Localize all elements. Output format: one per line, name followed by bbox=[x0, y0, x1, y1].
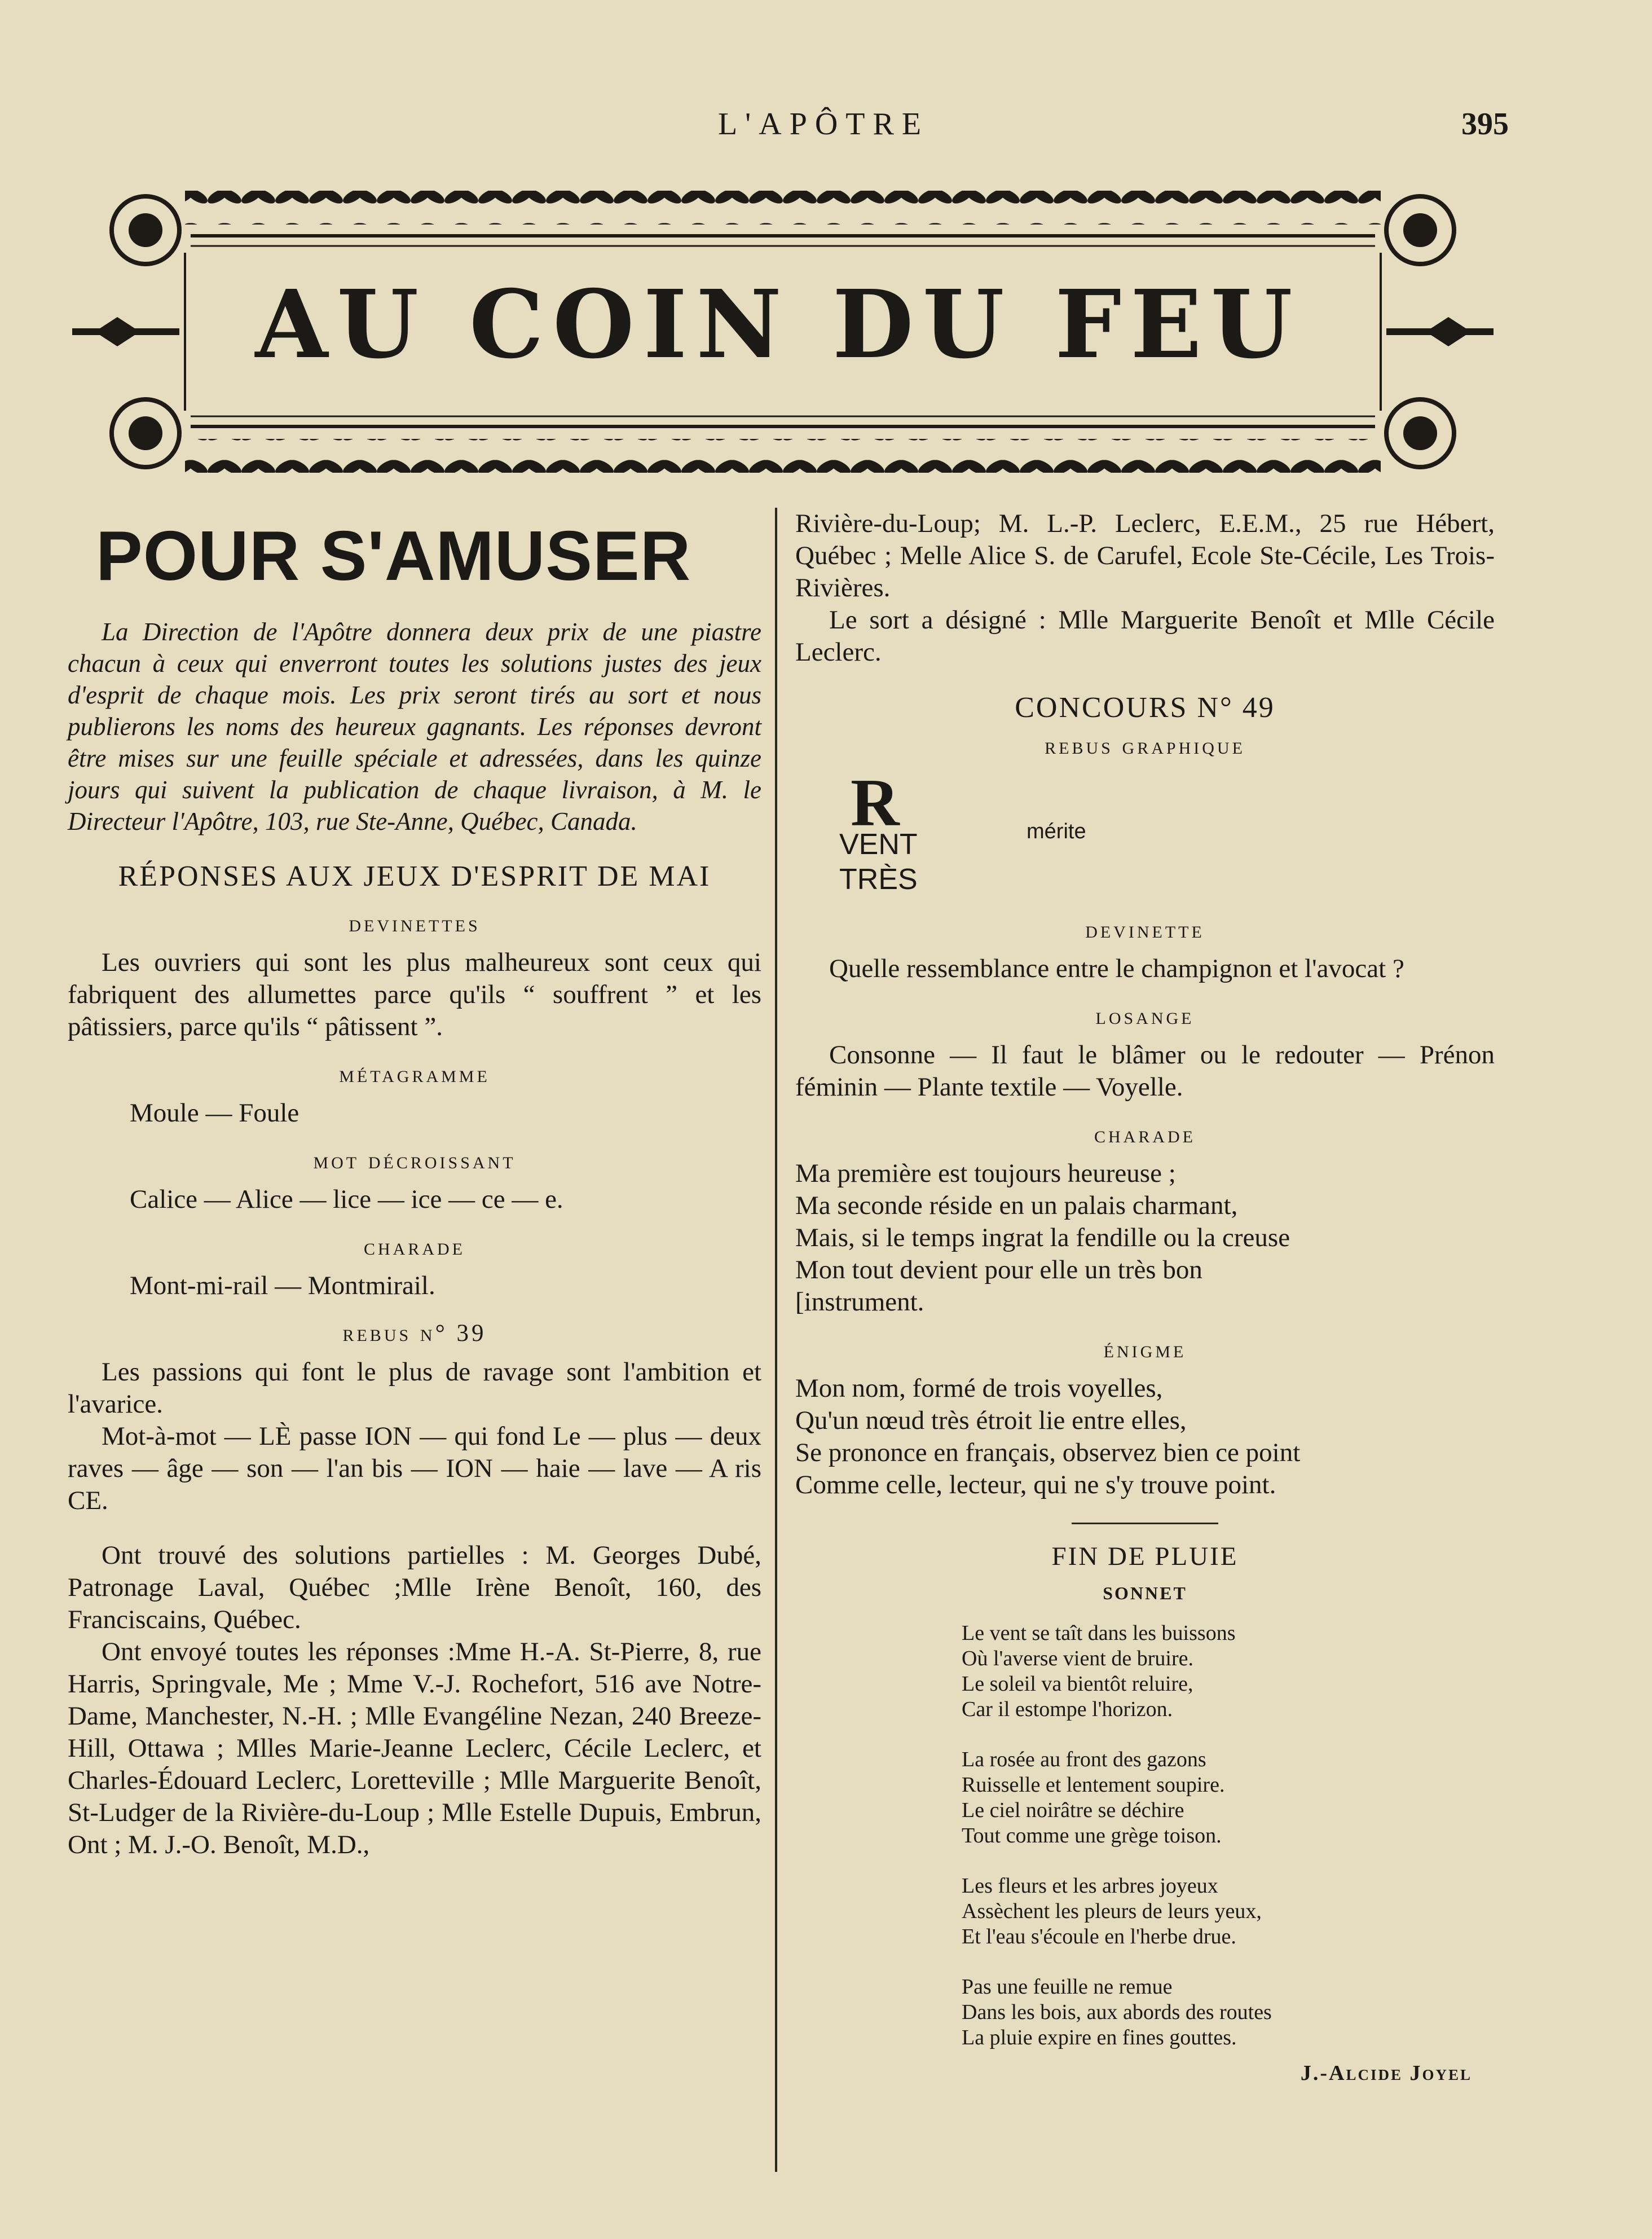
sonnet-line: Où l'averse vient de bruire. bbox=[962, 1647, 1193, 1670]
sonnet-line: Pas une feuille ne remue bbox=[962, 1975, 1173, 1999]
sonnet-line: Car il estompe l'horizon. bbox=[962, 1697, 1173, 1721]
sonnet-body bbox=[795, 1621, 1495, 2051]
section-title: AU COIN DU FEU bbox=[255, 270, 1302, 380]
enigme-title: énigme bbox=[1103, 1336, 1187, 1363]
losange-text: Consonne — Il faut le blâmer ou le redouter — Prénon féminin — Plante textile — Voyelle. bbox=[795, 1040, 1495, 1102]
charade-answer-title: charade bbox=[363, 1234, 465, 1260]
metagramme-text: Moule — Foule bbox=[130, 1098, 299, 1128]
poem-line: Comme celle, lecteur, qui ne s'y trouve point. bbox=[795, 1470, 1276, 1499]
divider bbox=[1072, 1523, 1218, 1524]
sonnet-line: Tout comme une grège toison. bbox=[962, 1824, 1222, 1847]
draw-winners: Le sort a désigné : Mlle Marguerite Benoît et Mlle Cécile Leclerc. bbox=[795, 605, 1495, 667]
poem-line: Se prononce en français, observez bien ce point bbox=[795, 1438, 1301, 1467]
poem-line: Qu'un nœud très étroit lie entre elles, bbox=[795, 1406, 1187, 1435]
rebus-word-vent: VENT bbox=[839, 828, 918, 861]
sonnet-line: Le vent se taît dans les buissons bbox=[962, 1621, 1236, 1645]
poem-line: Mon tout devient pour elle un très bon bbox=[795, 1255, 1202, 1285]
right-column bbox=[795, 508, 1495, 2178]
poem-line: Mais, si le temps ingrat la fendille ou la creuse bbox=[795, 1223, 1290, 1252]
losange-title: losange bbox=[1095, 1003, 1195, 1030]
intro-text: La Direction de l'Apôtre donnera deux prix de une piastre chacun à ceux qui enverront toutes les solutions justes des jeux d'esprit de chaque mois. Les prix seront tirés au sort et nous publierons les noms des heureux gagnants. Les réponses devront être mises sur une feuille spéciale et adressées, dans les quinze jours qui suivent la publication de chaque livraison, à M. le Directeur l'Apôtre, 103, rue Ste-Anne, Québec, Canada. bbox=[68, 618, 761, 835]
sonnet-line: Et l'eau s'écoule en l'herbe drue. bbox=[962, 1925, 1236, 1948]
column-divider bbox=[775, 508, 777, 2172]
rebus-answer-text: Les passions qui font le plus de ravage sont l'ambition et l'avarice. bbox=[68, 1357, 761, 1419]
mot-decroissant-text: Calice — Alice — lice — ice — ce — e. bbox=[130, 1185, 563, 1214]
sonnet-subtitle: SONNET bbox=[1103, 1583, 1187, 1603]
sonnet-line: Assèchent les pleurs de leurs yeux, bbox=[962, 1899, 1262, 1923]
charade-answer-text: Mont-mi-rail — Montmirail. bbox=[130, 1271, 435, 1300]
author-signature: J.-Alcide Joyel bbox=[1300, 2061, 1472, 2085]
enigme-poem bbox=[795, 1373, 1495, 1501]
sonnet-title: FIN DE PLUIE bbox=[1051, 1542, 1239, 1571]
sonnet-line: La rosée au front des gazons bbox=[962, 1748, 1206, 1771]
answers-title: RÉPONSES AUX JEUX D'ESPRIT DE MAI bbox=[118, 860, 711, 892]
devinettes-title: devinettes bbox=[349, 910, 481, 937]
sonnet-line: La pluie expire en fines gouttes. bbox=[962, 2026, 1237, 2049]
devinette-title: devinette bbox=[1085, 917, 1205, 943]
concours-title: CONCOURS N° 49 bbox=[1015, 692, 1275, 724]
page-number: 395 bbox=[1461, 107, 1509, 142]
charade-poem bbox=[795, 1158, 1495, 1318]
running-title: L'APÔTRE bbox=[717, 107, 929, 142]
rebus-word-tres: TRÈS bbox=[839, 863, 918, 896]
poem-line: [instrument. bbox=[795, 1287, 924, 1317]
sonnet-line: Les fleurs et les arbres joyeux bbox=[962, 1874, 1218, 1898]
poem-line: Mon nom, formé de trois voyelles, bbox=[795, 1374, 1163, 1403]
poem-line: Ma seconde réside en un palais charmant, bbox=[795, 1191, 1238, 1220]
rebus-answer-title: rebus n° 39 bbox=[342, 1320, 487, 1347]
rebus-word-by-word: Mot-à-mot — LÈ passe ION — qui fond Le — plus — deux raves — âge — son — l'an bis — ION — haie — lave — A ris CE. bbox=[68, 1422, 761, 1515]
rebus-puzzle bbox=[795, 765, 1495, 899]
partial-solutions: Ont trouvé des solutions partielles : M. Georges Dubé, Patronage Laval, Québec ;Mlle Irène Benoît, 160, des Franciscains, Québec. bbox=[68, 1541, 761, 1634]
sonnet-line: Ruisselle et lentement soupire. bbox=[962, 1773, 1225, 1797]
devinettes-text: Les ouvriers qui sont les plus malheureux sont ceux qui fabriquent des allumettes parce qu'ils “ souffrent ” et les pâtissiers, parce qu'ils “ pâtissent ”. bbox=[68, 948, 761, 1041]
rebus-word-merite: mérite bbox=[1027, 820, 1086, 843]
pour-samuser-title: POUR S'AMUSER bbox=[96, 517, 691, 595]
charade-title: charade bbox=[1094, 1121, 1196, 1148]
sonnet-line: Le ciel noirâtre se déchire bbox=[962, 1798, 1184, 1822]
poem-line: Ma première est toujours heureuse ; bbox=[795, 1159, 1176, 1188]
all-solutions: Ont envoyé toutes les réponses :Mme H.-A. St-Pierre, 8, rue Harris, Springvale, Me ; Mme V.-J. Rochefort, 516 ave Notre-Dame, Manchester, N.-H. ; Mlle Evangéline Nezan, 240 Breeze-Hill, Ottawa ; Mlles Marie-Jeanne Leclerc, Cécile Leclerc, et Charles-Édouard Leclerc, Loretteville ; Mlle Marguerite Benoît, St-Ludger de la Rivière-du-Loup ; Mlle Estelle Dupuis, Embrun, Ont ; M. J.-O. Benoît, M.D., bbox=[68, 1637, 761, 1859]
continued-solutions: Rivière-du-Loup; M. L.-P. Leclerc, E.E.M., 25 rue Hébert, Québec ; Melle Alice S. de Carufel, Ecole Ste-Cécile, Les Trois-Rivières. bbox=[795, 509, 1495, 602]
contest-intro bbox=[68, 616, 761, 837]
metagramme-title: métagramme bbox=[339, 1061, 490, 1088]
sonnet-line: Le soleil va bientôt reluire, bbox=[962, 1672, 1193, 1696]
left-column bbox=[68, 508, 761, 2178]
mot-decroissant-title: mot décroissant bbox=[313, 1147, 516, 1174]
rebus-graphique-title: rebus graphique bbox=[1045, 733, 1245, 759]
sonnet-line: Dans les bois, aux abords des routes bbox=[962, 2000, 1272, 2024]
devinette-text: Quelle ressemblance entre le champignon et l'avocat ? bbox=[829, 954, 1404, 983]
rebus-letter-r: R bbox=[851, 765, 900, 840]
